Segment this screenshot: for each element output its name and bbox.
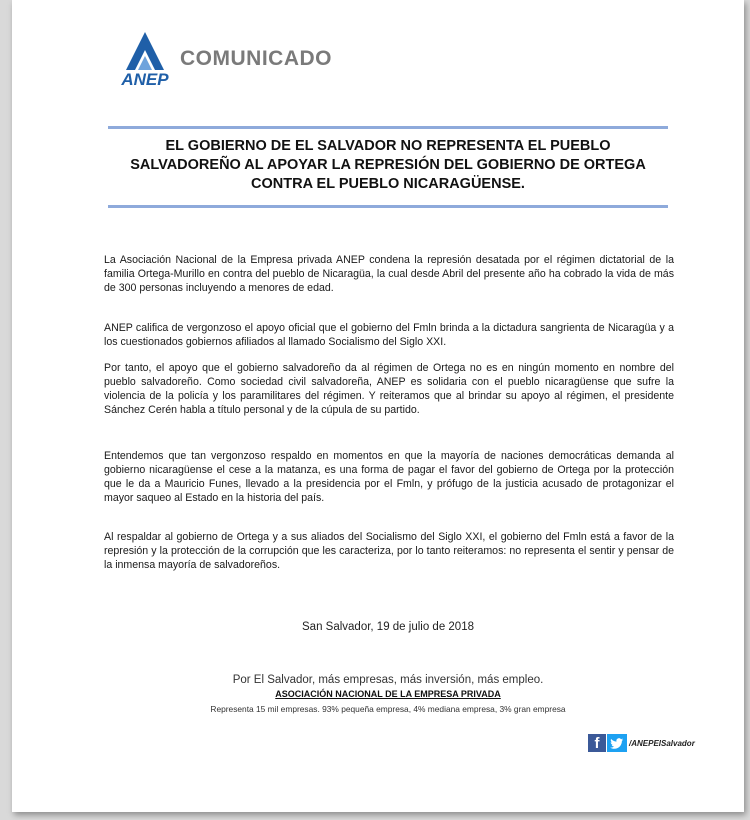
document-page	[12, 0, 744, 812]
headline	[108, 137, 668, 194]
logo-text: ANEP	[121, 70, 169, 89]
composition-note: Representa 15 mil empresas. 93% pequeña empresa, 4% mediana empresa, 3% gran empresa	[210, 704, 566, 714]
paragraph-3: Por tanto, el apoyo que el gobierno salvadoreño da al régimen de Ortega no es en ningún momento en nombre del pueblo salvadoreño. Como sociedad civil salvadoreña, ANEP es solidaria con el pueblo nicaragüense que sufre la violencia de la policía y los paramilitares del régimen. Y reiteramos que al brindar su apoyo al régimen, el presidente Sánchez Cerén habla a título personal y de la cúpula de su partido.	[104, 361, 674, 416]
divider-bottom	[108, 205, 668, 208]
headline-line-3: CONTRA EL PUEBLO NICARAGÜENSE.	[251, 176, 525, 192]
twitter-icon[interactable]	[607, 734, 627, 752]
paragraph-1: La Asociación Nacional de la Empresa privada ANEP condena la represión desatada por el régimen dictatorial de la familia Ortega-Murillo en contra del pueblo de Nicaragüa, la cual desde Abril del presente año ha cobrado la vida de más de 300 personas incluyendo a menores de edad.	[104, 253, 674, 294]
social-links	[588, 733, 695, 753]
social-handle[interactable]: /ANEPElSalvador	[629, 738, 695, 748]
facebook-icon[interactable]: f	[588, 734, 606, 752]
paragraph-2: ANEP califica de vergonzoso el apoyo oficial que el gobierno del Fmln brinda a la dictadura sangrienta de Nicaragüa y a los cuestionados gobiernos afiliados al llamado Socialismo del Siglo XXI.	[104, 321, 674, 348]
page-title: COMUNICADO	[180, 47, 332, 70]
slogan: Por El Salvador, más empresas, más inversión, más empleo.	[232, 674, 544, 686]
divider-top	[108, 126, 668, 129]
paragraph-4: Entendemos que tan vergonzoso respaldo en momentos en que la mayoría de naciones democráticas demanda al gobierno nicaragüense el cese a la matanza, es una forma de pagar el favor del gobierno de Ortega por la protección que le da a Mauricio Funes, llevado a la presidencia por el Fmln, y prófugo de la justicia acusado de protagonizar el mayor saqueo al Estado en la historia del país.	[104, 449, 674, 504]
place-date: San Salvador, 19 de julio de 2018	[302, 621, 474, 633]
paragraph-5: Al respaldar al gobierno de Ortega y a sus aliados del Socialismo del Siglo XXI, el gobierno del Fmln está a favor de la represión y la protección de la corrupción que les caracteriza, por lo tanto reiteramos: no representa el sentir y pensar de la inmensa mayoría de salvadoreños.	[104, 530, 674, 571]
headline-line-1: EL GOBIERNO DE EL SALVADOR NO REPRESENTA EL PUEBLO	[165, 138, 611, 154]
organization-name: ASOCIACIÓN NACIONAL DE LA EMPRESA PRIVADA	[275, 689, 501, 699]
headline-line-2: SALVADOREÑO AL APOYAR LA REPRESIÓN DEL GOBIERNO DE ORTEGA	[130, 157, 646, 173]
